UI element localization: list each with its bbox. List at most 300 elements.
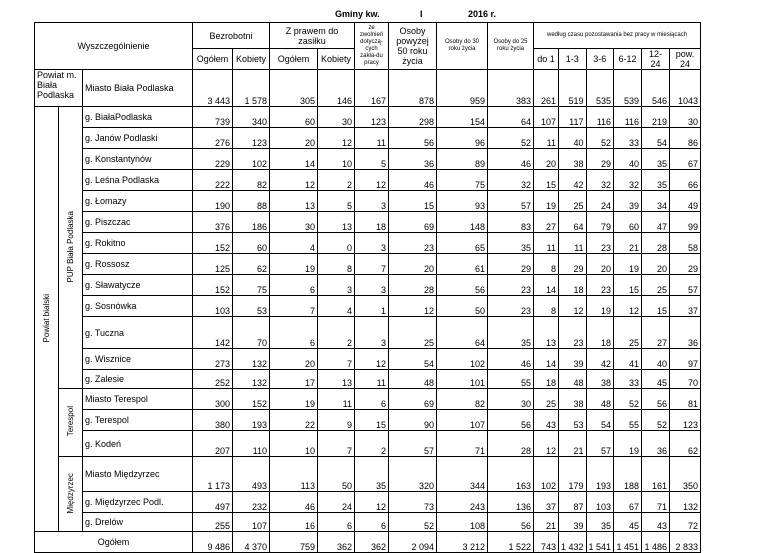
value-cell: 163 bbox=[488, 457, 534, 492]
value-cell: 102 bbox=[233, 149, 270, 170]
value-cell: 21 bbox=[614, 233, 642, 254]
value-cell: 40 bbox=[642, 349, 670, 370]
value-cell: 37 bbox=[534, 492, 559, 513]
total-value-cell: 1 451 bbox=[614, 532, 642, 553]
value-cell: 40 bbox=[559, 128, 587, 149]
value-cell: 15 bbox=[642, 296, 670, 317]
value-cell: 0 bbox=[318, 233, 355, 254]
value-cell: 2 bbox=[318, 317, 355, 349]
header-1-3: 1-3 bbox=[559, 49, 587, 70]
value-cell: 62 bbox=[670, 431, 701, 457]
total-value-cell: 1 522 bbox=[488, 532, 534, 553]
value-cell: 42 bbox=[586, 349, 614, 370]
table-row bbox=[35, 254, 701, 275]
header-zasilek: Z prawem do zasiłku bbox=[270, 23, 355, 49]
value-cell: 70 bbox=[670, 370, 701, 389]
value-cell: 1 173 bbox=[193, 457, 233, 492]
value-cell: 23 bbox=[559, 317, 587, 349]
value-cell: 29 bbox=[586, 149, 614, 170]
value-cell: 82 bbox=[437, 389, 488, 410]
value-cell: 43 bbox=[534, 410, 559, 431]
value-cell: 64 bbox=[559, 212, 587, 233]
value-cell: 15 bbox=[355, 410, 389, 431]
table-row bbox=[35, 212, 701, 233]
value-cell: 75 bbox=[233, 275, 270, 296]
value-cell: 86 bbox=[670, 128, 701, 149]
value-cell: 125 bbox=[193, 254, 233, 275]
value-cell: 116 bbox=[614, 107, 642, 128]
row-name: Miasto Terespol bbox=[83, 389, 193, 410]
row-name: g. Janów Podlaski bbox=[83, 128, 193, 149]
group-pup bbox=[59, 107, 83, 389]
table-row bbox=[35, 107, 701, 128]
total-value-cell: 9 486 bbox=[193, 532, 233, 553]
header-3-6: 3-6 bbox=[586, 49, 614, 70]
value-cell: 53 bbox=[233, 296, 270, 317]
value-cell: 24 bbox=[586, 191, 614, 212]
value-cell: 25 bbox=[389, 317, 437, 349]
value-cell: 32 bbox=[586, 170, 614, 191]
value-cell: 232 bbox=[233, 492, 270, 513]
value-cell: 19 bbox=[270, 389, 318, 410]
value-cell: 29 bbox=[488, 254, 534, 275]
row-name: Miasto Międzyrzec bbox=[83, 457, 193, 492]
value-cell: 123 bbox=[670, 410, 701, 431]
value-cell: 539 bbox=[614, 70, 642, 107]
total-value-cell: 362 bbox=[318, 532, 355, 553]
value-cell: 73 bbox=[389, 492, 437, 513]
value-cell: 11 bbox=[534, 128, 559, 149]
value-cell: 3 bbox=[355, 233, 389, 254]
value-cell: 3 bbox=[355, 191, 389, 212]
value-cell: 380 bbox=[193, 410, 233, 431]
value-cell: 40 bbox=[614, 149, 642, 170]
value-cell: 49 bbox=[670, 191, 701, 212]
value-cell: 19 bbox=[586, 296, 614, 317]
value-cell: 35 bbox=[488, 317, 534, 349]
row-name: g. Drelów bbox=[83, 513, 193, 532]
value-cell: 116 bbox=[586, 107, 614, 128]
value-cell: 7 bbox=[318, 349, 355, 370]
value-cell: 10 bbox=[318, 149, 355, 170]
value-cell: 117 bbox=[559, 107, 587, 128]
value-cell: 154 bbox=[437, 107, 488, 128]
value-cell: 52 bbox=[642, 410, 670, 431]
value-cell: 28 bbox=[488, 431, 534, 457]
value-cell: 5 bbox=[318, 191, 355, 212]
value-cell: 32 bbox=[614, 170, 642, 191]
total-value-cell: 759 bbox=[270, 532, 318, 553]
value-cell: 11 bbox=[355, 128, 389, 149]
value-cell: 535 bbox=[586, 70, 614, 107]
value-cell: 36 bbox=[670, 317, 701, 349]
row-name: g. Wisznice bbox=[83, 349, 193, 370]
value-cell: 2 bbox=[355, 431, 389, 457]
value-cell: 1 bbox=[355, 296, 389, 317]
value-cell: 19 bbox=[270, 254, 318, 275]
table-row bbox=[35, 431, 701, 457]
group-miedzyrzec-label: Międzyrzec bbox=[65, 472, 75, 514]
table-row bbox=[35, 275, 701, 296]
value-cell: 93 bbox=[437, 191, 488, 212]
value-cell: 82 bbox=[233, 170, 270, 191]
value-cell: 222 bbox=[193, 170, 233, 191]
value-cell: 30 bbox=[318, 107, 355, 128]
value-cell: 48 bbox=[586, 389, 614, 410]
value-cell: 70 bbox=[233, 317, 270, 349]
value-cell: 41 bbox=[614, 349, 642, 370]
value-cell: 739 bbox=[193, 107, 233, 128]
value-cell: 305 bbox=[270, 70, 318, 107]
value-cell: 276 bbox=[193, 128, 233, 149]
value-cell: 83 bbox=[488, 212, 534, 233]
value-cell: 36 bbox=[642, 431, 670, 457]
total-value-cell: 3 212 bbox=[437, 532, 488, 553]
value-cell: 69 bbox=[389, 389, 437, 410]
value-cell: 56 bbox=[642, 389, 670, 410]
title-year: 2016 r. bbox=[468, 9, 497, 19]
value-cell: 2 bbox=[318, 170, 355, 191]
value-cell: 29 bbox=[670, 254, 701, 275]
value-cell: 33 bbox=[614, 370, 642, 389]
value-cell: 252 bbox=[193, 370, 233, 389]
value-cell: 1 578 bbox=[233, 70, 270, 107]
value-cell: 20 bbox=[270, 128, 318, 149]
value-cell: 320 bbox=[389, 457, 437, 492]
value-cell: 38 bbox=[586, 370, 614, 389]
value-cell: 57 bbox=[670, 275, 701, 296]
total-row bbox=[35, 532, 701, 553]
value-cell: 298 bbox=[389, 107, 437, 128]
row-name: g. Zalesie bbox=[83, 370, 193, 389]
value-cell: 142 bbox=[193, 317, 233, 349]
value-cell: 136 bbox=[488, 492, 534, 513]
value-cell: 35 bbox=[488, 233, 534, 254]
value-cell: 50 bbox=[318, 457, 355, 492]
value-cell: 38 bbox=[559, 149, 587, 170]
table-body bbox=[35, 23, 701, 553]
table-row bbox=[35, 296, 701, 317]
value-cell: 16 bbox=[270, 513, 318, 532]
value-cell: 3 443 bbox=[193, 70, 233, 107]
table-row bbox=[35, 349, 701, 370]
value-cell: 52 bbox=[389, 513, 437, 532]
value-cell: 18 bbox=[586, 317, 614, 349]
value-cell: 34 bbox=[642, 191, 670, 212]
value-cell: 132 bbox=[233, 349, 270, 370]
value-cell: 207 bbox=[193, 431, 233, 457]
value-cell: 81 bbox=[670, 389, 701, 410]
table-row bbox=[35, 492, 701, 513]
value-cell: 3 bbox=[355, 275, 389, 296]
value-cell: 64 bbox=[437, 317, 488, 349]
value-cell: 12 bbox=[534, 431, 559, 457]
value-cell: 7 bbox=[355, 254, 389, 275]
value-cell: 5 bbox=[355, 149, 389, 170]
value-cell: 546 bbox=[642, 70, 670, 107]
value-cell: 148 bbox=[437, 212, 488, 233]
value-cell: 79 bbox=[586, 212, 614, 233]
value-cell: 39 bbox=[559, 513, 587, 532]
value-cell: 35 bbox=[642, 170, 670, 191]
table-row bbox=[35, 128, 701, 149]
value-cell: 3 bbox=[318, 275, 355, 296]
value-cell: 37 bbox=[670, 296, 701, 317]
value-cell: 229 bbox=[193, 149, 233, 170]
header-spec: Wyszczególnienie bbox=[35, 23, 193, 70]
value-cell: 103 bbox=[193, 296, 233, 317]
value-cell: 102 bbox=[437, 349, 488, 370]
value-cell: 350 bbox=[670, 457, 701, 492]
total-value-cell: 1 486 bbox=[642, 532, 670, 553]
row-name: g. Rossosz bbox=[83, 254, 193, 275]
value-cell: 48 bbox=[389, 370, 437, 389]
value-cell: 67 bbox=[614, 492, 642, 513]
value-cell: 8 bbox=[534, 254, 559, 275]
table-row bbox=[35, 191, 701, 212]
value-cell: 87 bbox=[559, 492, 587, 513]
value-cell: 4 bbox=[270, 233, 318, 254]
value-cell: 30 bbox=[670, 107, 701, 128]
header-kobiety-zasilek: Kobiety bbox=[318, 49, 355, 70]
value-cell: 12 bbox=[355, 170, 389, 191]
row-name: g. Sławatycze bbox=[83, 275, 193, 296]
value-cell: 19 bbox=[614, 254, 642, 275]
table-row bbox=[35, 370, 701, 389]
value-cell: 56 bbox=[488, 410, 534, 431]
value-cell: 11 bbox=[559, 233, 587, 254]
value-cell: 52 bbox=[488, 128, 534, 149]
value-cell: 519 bbox=[559, 70, 587, 107]
row-name: g. BiałaPodlaska bbox=[83, 107, 193, 128]
header-wg-czasu: według czasu pozostawania bez pracy w miesiącach bbox=[534, 23, 701, 49]
value-cell: 57 bbox=[389, 431, 437, 457]
value-cell: 35 bbox=[586, 513, 614, 532]
total-label: Ogółem bbox=[35, 532, 193, 553]
header-powyzej50: Osoby powyżej 50 roku życia bbox=[389, 23, 437, 70]
group-powiat-bialski-label: Powiat bialski bbox=[41, 293, 51, 343]
value-cell: 18 bbox=[534, 370, 559, 389]
header-do1: do 1 bbox=[534, 49, 559, 70]
value-cell: 107 bbox=[534, 107, 559, 128]
value-cell: 43 bbox=[642, 513, 670, 532]
row-name: g. Tuczna bbox=[83, 317, 193, 349]
value-cell: 15 bbox=[614, 275, 642, 296]
header-12-24: 12-24 bbox=[642, 49, 670, 70]
table-row bbox=[35, 149, 701, 170]
value-cell: 57 bbox=[488, 191, 534, 212]
value-cell: 193 bbox=[586, 457, 614, 492]
value-cell: 46 bbox=[270, 492, 318, 513]
value-cell: 90 bbox=[389, 410, 437, 431]
total-value-cell: 2 094 bbox=[389, 532, 437, 553]
value-cell: 29 bbox=[559, 254, 587, 275]
value-cell: 12 bbox=[389, 296, 437, 317]
value-cell: 11 bbox=[534, 233, 559, 254]
value-cell: 6 bbox=[355, 389, 389, 410]
value-cell: 273 bbox=[193, 349, 233, 370]
value-cell: 24 bbox=[318, 492, 355, 513]
value-cell: 35 bbox=[642, 149, 670, 170]
value-cell: 50 bbox=[437, 296, 488, 317]
value-cell: 71 bbox=[642, 492, 670, 513]
value-cell: 1043 bbox=[670, 70, 701, 107]
value-cell: 14 bbox=[534, 275, 559, 296]
value-cell: 60 bbox=[270, 107, 318, 128]
value-cell: 54 bbox=[389, 349, 437, 370]
value-cell: 25 bbox=[642, 275, 670, 296]
value-cell: 35 bbox=[355, 457, 389, 492]
value-cell: 23 bbox=[488, 275, 534, 296]
value-cell: 110 bbox=[233, 431, 270, 457]
group-miedzyrzec bbox=[59, 457, 83, 532]
value-cell: 9 bbox=[318, 410, 355, 431]
value-cell: 19 bbox=[534, 191, 559, 212]
value-cell: 107 bbox=[437, 410, 488, 431]
value-cell: 97 bbox=[670, 349, 701, 370]
value-cell: 22 bbox=[270, 410, 318, 431]
value-cell: 30 bbox=[270, 212, 318, 233]
value-cell: 14 bbox=[534, 349, 559, 370]
value-cell: 62 bbox=[233, 254, 270, 275]
value-cell: 46 bbox=[488, 349, 534, 370]
value-cell: 23 bbox=[389, 233, 437, 254]
value-cell: 72 bbox=[670, 513, 701, 532]
value-cell: 54 bbox=[586, 410, 614, 431]
value-cell: 20 bbox=[534, 149, 559, 170]
header-do30: Osoby do 30 roku życia bbox=[437, 23, 488, 70]
value-cell: 36 bbox=[389, 149, 437, 170]
value-cell: 56 bbox=[488, 513, 534, 532]
value-cell: 376 bbox=[193, 212, 233, 233]
header-zwolnieni: ze zwolnień dotyczą-cych zakła-du pracy bbox=[355, 23, 389, 70]
value-cell: 243 bbox=[437, 492, 488, 513]
value-cell: 18 bbox=[559, 275, 587, 296]
value-cell: 65 bbox=[437, 233, 488, 254]
value-cell: 66 bbox=[670, 170, 701, 191]
total-value-cell: 4 370 bbox=[233, 532, 270, 553]
value-cell: 53 bbox=[559, 410, 587, 431]
total-value-cell: 362 bbox=[355, 532, 389, 553]
value-cell: 10 bbox=[270, 431, 318, 457]
value-cell: 71 bbox=[437, 431, 488, 457]
value-cell: 39 bbox=[614, 191, 642, 212]
value-cell: 28 bbox=[389, 275, 437, 296]
value-cell: 38 bbox=[559, 389, 587, 410]
table-row bbox=[35, 317, 701, 349]
value-cell: 13 bbox=[318, 212, 355, 233]
value-cell: 54 bbox=[642, 128, 670, 149]
value-cell: 103 bbox=[586, 492, 614, 513]
header-kobiety: Kobiety bbox=[233, 49, 270, 70]
value-cell: 45 bbox=[642, 370, 670, 389]
value-cell: 123 bbox=[233, 128, 270, 149]
group-powiat-m: Powiat m. Biała Podlaska bbox=[35, 70, 83, 107]
value-cell: 255 bbox=[193, 513, 233, 532]
value-cell: 12 bbox=[355, 492, 389, 513]
row-name: g. Łomazy bbox=[83, 191, 193, 212]
value-cell: 167 bbox=[355, 70, 389, 107]
header-6-12: 6-12 bbox=[614, 49, 642, 70]
table-row bbox=[35, 170, 701, 191]
value-cell: 47 bbox=[642, 212, 670, 233]
row-name: g. Terespol bbox=[83, 410, 193, 431]
header-pow24: pow. 24 bbox=[670, 49, 701, 70]
value-cell: 101 bbox=[437, 370, 488, 389]
value-cell: 20 bbox=[389, 254, 437, 275]
value-cell: 56 bbox=[389, 128, 437, 149]
value-cell: 108 bbox=[437, 513, 488, 532]
value-cell: 4 bbox=[318, 296, 355, 317]
value-cell: 959 bbox=[437, 70, 488, 107]
table-row bbox=[35, 70, 701, 107]
value-cell: 188 bbox=[614, 457, 642, 492]
value-cell: 383 bbox=[488, 70, 534, 107]
value-cell: 497 bbox=[193, 492, 233, 513]
total-value-cell: 2 833 bbox=[670, 532, 701, 553]
value-cell: 8 bbox=[318, 254, 355, 275]
value-cell: 56 bbox=[437, 275, 488, 296]
value-cell: 6 bbox=[318, 513, 355, 532]
value-cell: 20 bbox=[586, 254, 614, 275]
value-cell: 13 bbox=[270, 191, 318, 212]
table-row bbox=[35, 513, 701, 532]
value-cell: 39 bbox=[559, 349, 587, 370]
value-cell: 60 bbox=[233, 233, 270, 254]
value-cell: 15 bbox=[389, 191, 437, 212]
value-cell: 46 bbox=[389, 170, 437, 191]
value-cell: 193 bbox=[233, 410, 270, 431]
value-cell: 11 bbox=[318, 389, 355, 410]
value-cell: 52 bbox=[614, 389, 642, 410]
value-cell: 18 bbox=[355, 212, 389, 233]
value-cell: 146 bbox=[318, 70, 355, 107]
value-cell: 300 bbox=[193, 389, 233, 410]
row-name: g. Międzyrzec Podl. bbox=[83, 492, 193, 513]
value-cell: 8 bbox=[534, 296, 559, 317]
value-cell: 23 bbox=[586, 275, 614, 296]
value-cell: 12 bbox=[270, 170, 318, 191]
value-cell: 7 bbox=[318, 431, 355, 457]
value-cell: 19 bbox=[614, 431, 642, 457]
group-pup-label: PUP Biała Podlaska bbox=[65, 210, 75, 283]
value-cell: 261 bbox=[534, 70, 559, 107]
value-cell: 12 bbox=[614, 296, 642, 317]
value-cell: 878 bbox=[389, 70, 437, 107]
table-row bbox=[35, 389, 701, 410]
value-cell: 27 bbox=[642, 317, 670, 349]
row-name: g. Rokitno bbox=[83, 233, 193, 254]
value-cell: 152 bbox=[193, 233, 233, 254]
table-row bbox=[35, 457, 701, 492]
value-cell: 13 bbox=[318, 370, 355, 389]
value-cell: 30 bbox=[488, 389, 534, 410]
value-cell: 132 bbox=[670, 492, 701, 513]
value-cell: 42 bbox=[559, 170, 587, 191]
header-ogolem-zasilek: Ogółem bbox=[270, 49, 318, 70]
value-cell: 89 bbox=[437, 149, 488, 170]
value-cell: 67 bbox=[670, 149, 701, 170]
value-cell: 132 bbox=[233, 370, 270, 389]
value-cell: 25 bbox=[614, 317, 642, 349]
total-value-cell: 743 bbox=[534, 532, 559, 553]
row-name: Miasto Biała Podlaska bbox=[83, 70, 193, 107]
value-cell: 12 bbox=[318, 128, 355, 149]
value-cell: 20 bbox=[642, 254, 670, 275]
value-cell: 21 bbox=[559, 431, 587, 457]
value-cell: 190 bbox=[193, 191, 233, 212]
table-row bbox=[35, 233, 701, 254]
